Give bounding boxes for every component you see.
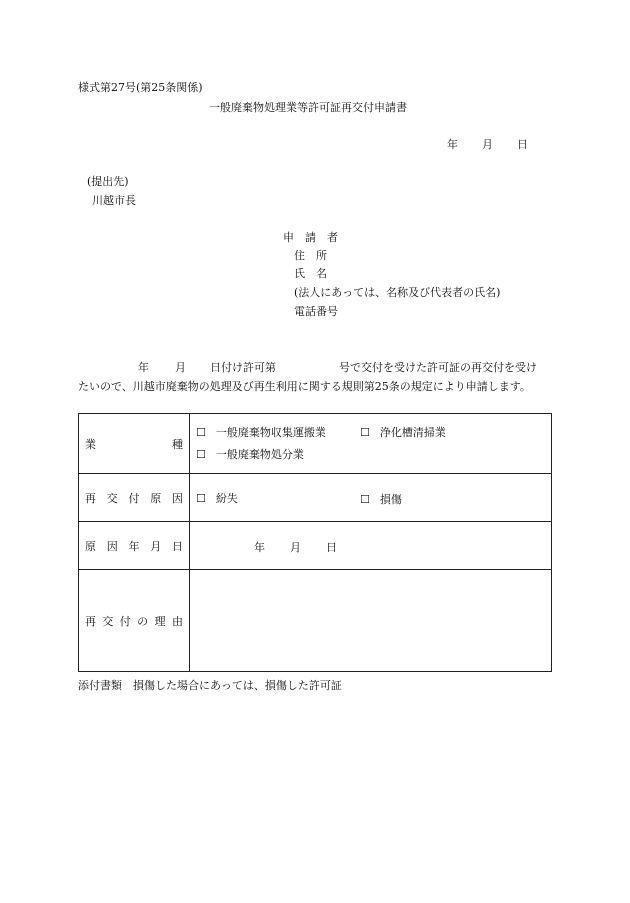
label-char: 原 <box>85 539 96 553</box>
attachments-label: 添付書類 <box>78 679 122 692</box>
attachments-text: 損傷した場合にあっては、損傷した許可証 <box>133 679 342 692</box>
label-char: 因 <box>106 539 118 553</box>
checkbox-icon[interactable]: ☐ <box>196 425 206 439</box>
date-month: 月 <box>482 138 493 151</box>
option-damaged[interactable] <box>360 491 402 507</box>
option-septic-cleaning[interactable] <box>360 422 446 444</box>
label-char: 日 <box>172 539 183 553</box>
label-char: 月 <box>150 539 162 553</box>
recipient-name: 川越市長 <box>92 194 136 207</box>
label-char: 再 <box>85 614 96 628</box>
label-char: 再 <box>85 491 96 505</box>
application-table <box>78 413 552 672</box>
option-label: 一般廃棄物処分業 <box>215 447 304 461</box>
label-reissue-reason <box>79 570 190 672</box>
applicant-heading: 申 請 者 <box>283 231 338 244</box>
cause-date-month: 月 <box>290 541 301 554</box>
option-collection-transport[interactable] <box>196 422 326 444</box>
date-day: 日 <box>517 138 528 151</box>
row-reissue-cause <box>79 474 552 522</box>
label-cause-date <box>79 522 190 570</box>
business-type-options <box>190 414 552 474</box>
option-disposal[interactable] <box>196 444 304 466</box>
form-number: 様式第27号(第25条関係) <box>78 81 203 94</box>
label-char: 付 <box>128 491 140 505</box>
body-day-permit: 日付け許可第 <box>210 361 276 374</box>
applicant-phone: 電話番号 <box>294 305 338 318</box>
cause-date-year: 年 <box>254 541 265 554</box>
body-line2: たいので、川越市廃棄物の処理及び再生利用に関する規則第25条の規定により申請します。 <box>78 380 531 393</box>
option-lost[interactable] <box>196 490 238 506</box>
label-business-type <box>79 414 190 474</box>
option-label: 紛失 <box>215 491 238 505</box>
recipient-label: (提出先) <box>87 175 129 188</box>
label-char: 由 <box>171 614 183 628</box>
reissue-cause-options <box>190 474 552 522</box>
row-cause-date <box>79 522 552 570</box>
body-line1-rest: 号で交付を受けた許可証の再交付を受け <box>339 361 537 374</box>
body-year: 年 <box>138 361 149 374</box>
label-char: 付 <box>119 614 131 628</box>
label-char: 原 <box>150 491 162 505</box>
date-year: 年 <box>447 138 458 151</box>
label-char: 因 <box>172 491 183 505</box>
checkbox-icon[interactable]: ☐ <box>196 491 206 505</box>
checkbox-icon[interactable]: ☐ <box>196 447 206 461</box>
option-label: 浄化槽清掃業 <box>379 425 446 439</box>
label-char: の <box>137 614 149 628</box>
applicant-corp-note: (法人にあっては、名称及び代表者の氏名) <box>294 286 501 299</box>
applicant-address: 住 所 <box>294 249 327 262</box>
applicant-name: 氏 名 <box>294 267 327 280</box>
label-char: 業 <box>85 437 96 451</box>
attachments-note <box>78 679 342 692</box>
option-label: 損傷 <box>379 493 402 506</box>
checkbox-icon[interactable]: ☐ <box>360 425 370 439</box>
label-char: 交 <box>102 614 114 628</box>
body-month: 月 <box>175 361 186 374</box>
option-label: 一般廃棄物収集運搬業 <box>215 425 326 439</box>
label-char: 種 <box>172 437 183 451</box>
reissue-reason-field[interactable] <box>190 570 552 672</box>
row-business-type <box>79 414 552 474</box>
cause-date-field[interactable] <box>190 522 552 570</box>
label-char: 理 <box>154 614 166 628</box>
row-reissue-reason <box>79 570 552 672</box>
cause-date-day: 日 <box>326 541 337 554</box>
checkbox-icon[interactable]: ☐ <box>360 493 370 506</box>
label-reissue-cause <box>79 474 190 522</box>
label-char: 年 <box>128 539 140 553</box>
page-title: 一般廃棄物処理業等許可証再交付申請書 <box>209 101 407 114</box>
label-char: 交 <box>106 491 118 505</box>
